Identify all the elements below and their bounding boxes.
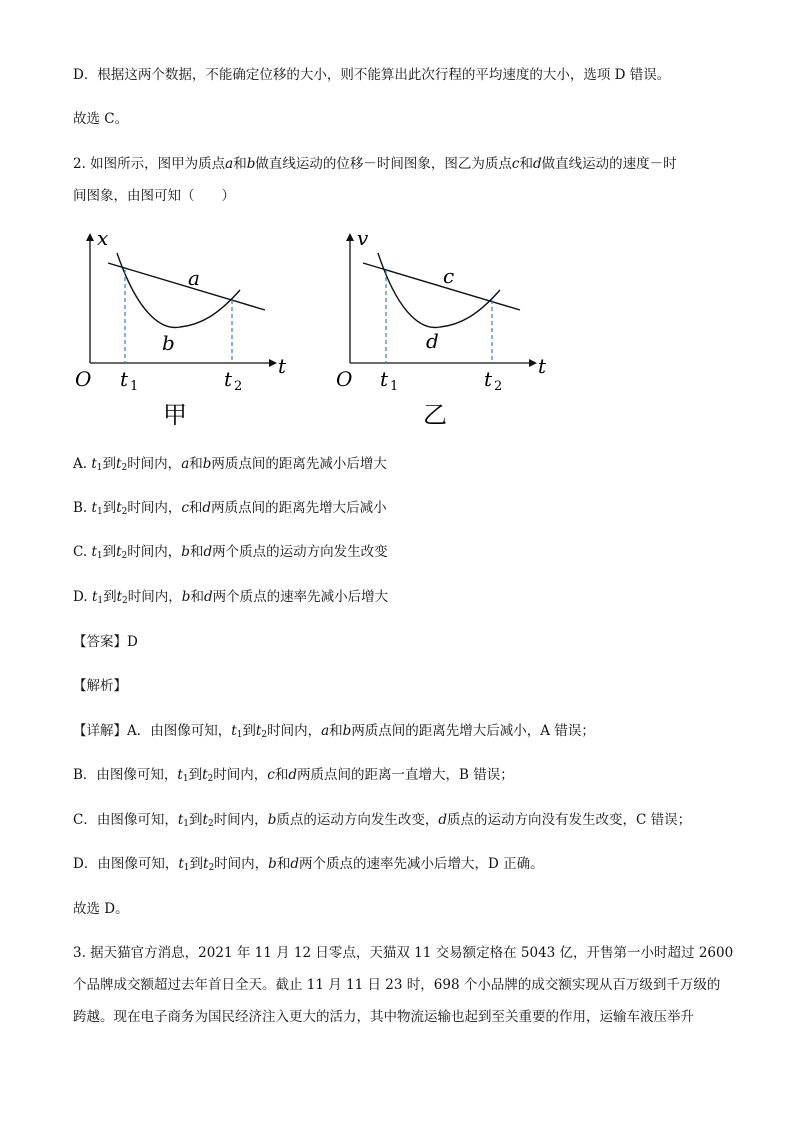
yi-t1-sub: 1 [390,379,399,394]
q2-figure [60,215,580,440]
yi-x-label: t [538,354,547,378]
jia-t2: t [224,367,233,391]
yi-t2-sub: 2 [494,379,503,394]
q2-detail-a: 【详解】A．由图像可知，$t_1$到$t_2$时间内，a和b两质点间的距离先增大后减小，A 错误； [73,723,595,740]
yi-curve-d [378,253,500,327]
prev-conclusion: 故选 C。 [73,111,129,127]
yi-origin: O [336,367,353,391]
q2-stem-line2: 间图象，由图可知（ ） [73,188,235,204]
q2-analysis-tag: 【解析】 [73,678,127,694]
yi-d-label: d [426,329,439,353]
q2-option-a: A. $t_1$到$t_2$时间内，a和b两质点间的距离先减小后增大 [73,456,387,473]
graph-jia [75,226,287,429]
jia-t1: t [120,367,129,391]
yi-caption: 乙 [423,401,447,429]
jia-x-label: t [278,354,287,378]
q2-answer: 【答案】D [73,634,138,650]
q2-detail-c: C．由图像可知，$t_1$到$t_2$时间内，b质点的运动方向发生改变，d质点的运动方向没有发生改变，C 错误； [73,812,692,829]
yi-t1: t [380,367,389,391]
jia-a-label: a [188,266,200,290]
graph-yi [336,226,547,429]
q2-detail-b: B．由图像可知，$t_1$到$t_2$时间内，c和d两质点间的距离一直增大，B 错误； [73,767,514,784]
jia-y-label: x [97,226,109,250]
q2-conclusion: 故选 D。 [73,901,129,917]
jia-b-label: b [162,331,175,355]
q3-line1: 3. 据天猫官方消息，2021 年 11 月 12 日零点，天猫双 11 交易额定格在 5043 亿，开售第一小时超过 2600 [73,945,734,961]
q2-option-c: C. $t_1$到$t_2$时间内，b和d两个质点的运动方向发生改变 [73,544,388,561]
yi-t2: t [484,367,493,391]
jia-caption: 甲 [163,401,187,429]
yi-y-label: v [357,226,369,250]
jia-t2-sub: 2 [234,379,243,394]
jia-curve-b [117,253,240,327]
q2-detail-d: D．由图像可知，$t_1$到$t_2$时间内，b和d两个质点的速率先减小后增大，D 正确。 [73,856,544,873]
yi-c-label: c [443,264,455,288]
prev-option-d: D．根据这两个数据，不能确定位移的大小，则不能算出此次行程的平均速度的大小，选项 D 错误。 [73,67,671,83]
jia-origin: O [75,367,92,391]
q3-line3: 跨越。现在电子商务为国民经济注入更大的活力，其中物流运输也起到至关重要的作用，运输车液压举升 [73,1009,694,1025]
q2-stem-line1: 2. 如图所示，图甲为质点a和b做直线运动的位移－时间图象，图乙为质点c和d做直线运动的速度－时 [73,156,677,172]
q2-option-b: B. $t_1$到$t_2$时间内，c和d两质点间的距离先增大后减小 [73,500,387,517]
q3-line2: 个品牌成交额超过去年首日全天。截止 11 月 11 日 23 时，698 个小品牌的成交额实现从百万级到千万级的 [73,977,721,993]
q2-option-d: D. $t_1$到$t_2$时间内，b和d两个质点的速率先减小后增大 [73,589,389,606]
jia-t1-sub: 1 [130,379,139,394]
